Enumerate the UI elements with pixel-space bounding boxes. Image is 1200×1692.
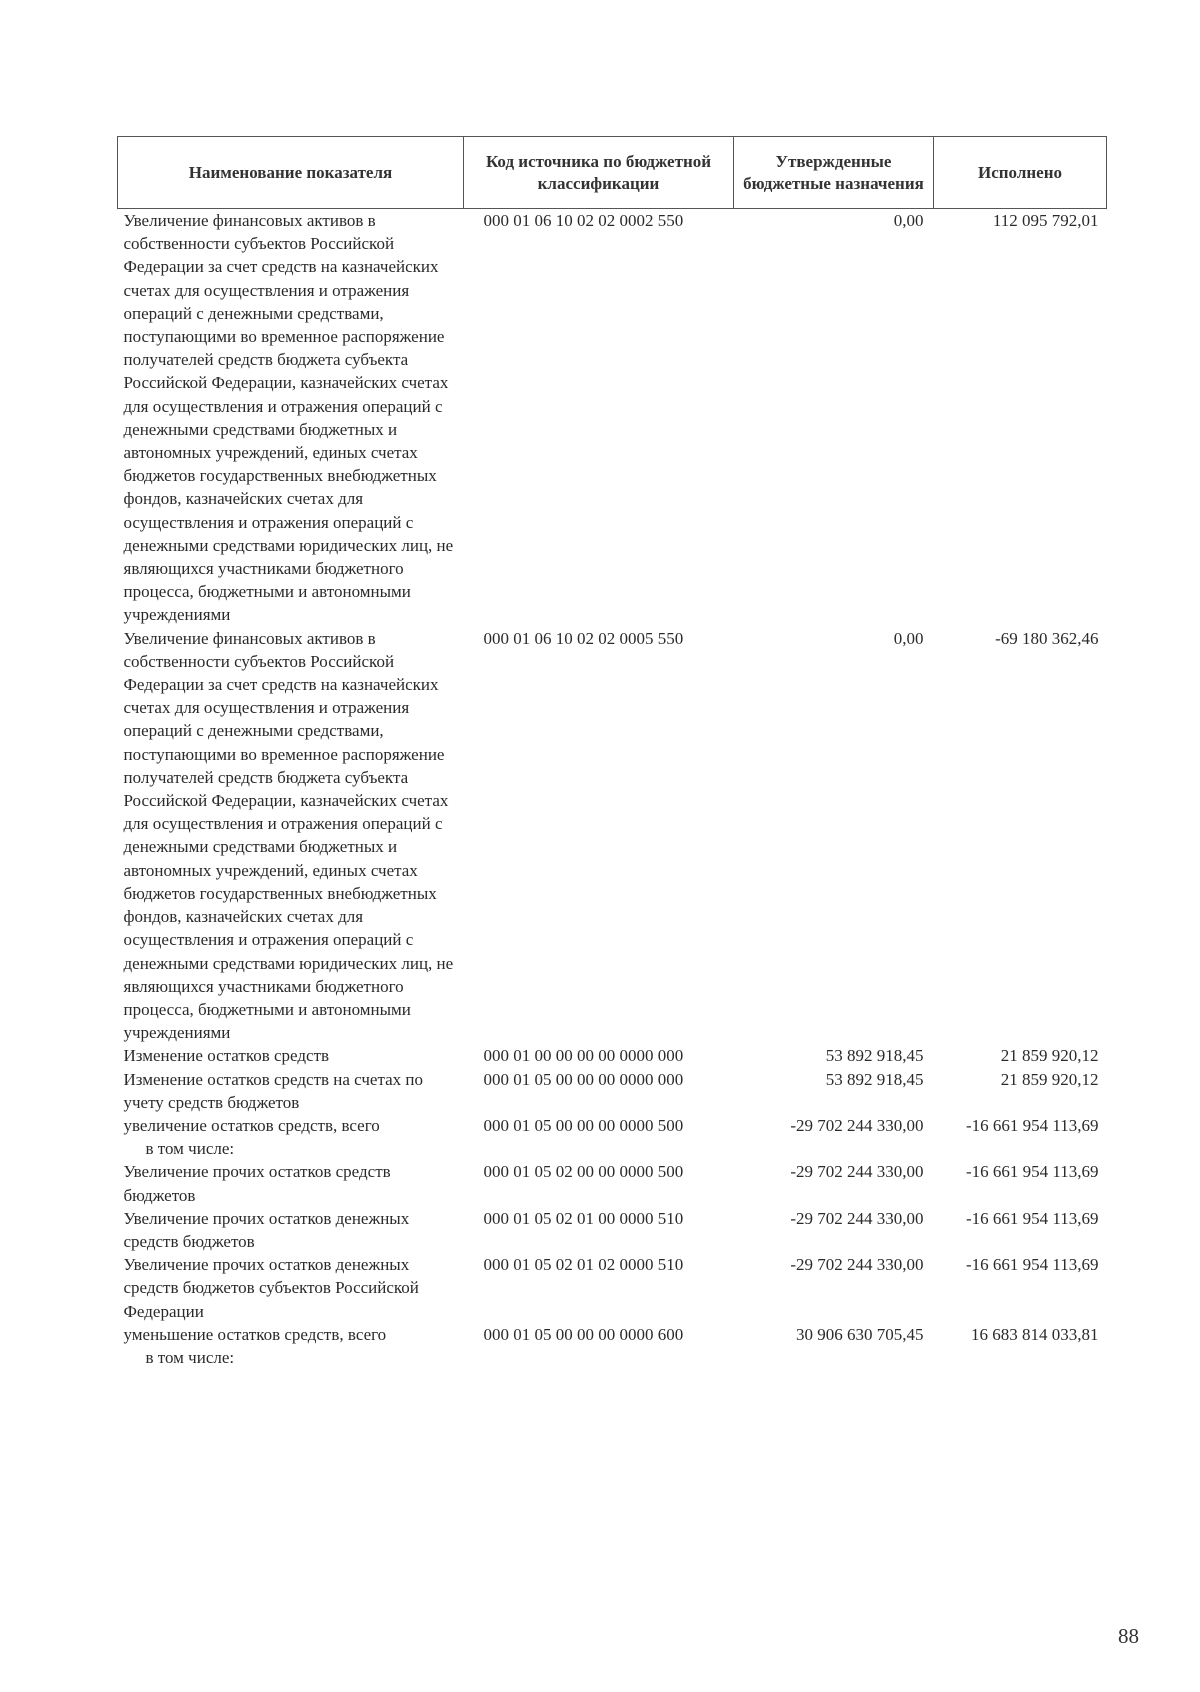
row-executed: 21 859 920,12 xyxy=(1000,1069,1099,1089)
table-row xyxy=(118,1114,1107,1160)
row-name: Увеличение прочих остатков денежных средств бюджетов xyxy=(123,1208,410,1251)
row-name-cell xyxy=(118,1160,464,1206)
row-name: Увеличение финансовых активов в собственности субъектов Российской Федерации за счет средств на казначейских счетах для осуществления и отражения операций с денежными средствами, поступающими во временное распоряжение получателей средств бюджета субъекта Российской Федерации, казначейских счетах для осуществления и отражения операций с денежными средствами бюджетных и автономных учреждений, единых счетах бюджетов государственных внебюджетных фондов, казначейских счетах для осуществления и отражения операций с денежными средствами юридических лиц, не являющихся участниками бюджетного процесса, бюджетными и автономными учреждениями xyxy=(123,628,454,1043)
row-code: 000 01 06 10 02 02 0002 550 xyxy=(483,211,684,230)
row-executed: -69 180 362,46 xyxy=(995,628,1099,648)
row-name-cell xyxy=(118,627,464,1045)
row-executed: 112 095 792,01 xyxy=(992,211,1099,230)
row-executed: -16 661 954 113,69 xyxy=(965,1255,1099,1275)
row-plan: 53 892 918,45 xyxy=(825,1069,924,1089)
header-plan: Утвержденные бюджетные назначения xyxy=(734,137,934,209)
row-code: 000 01 05 00 00 00 0000 000 xyxy=(483,1069,684,1089)
row-code: 000 01 00 00 00 00 0000 000 xyxy=(483,1046,684,1066)
row-code: 000 01 06 10 02 02 0005 550 xyxy=(483,628,684,648)
row-plan: -29 702 244 330,00 xyxy=(790,1255,924,1275)
row-name-cell xyxy=(118,1068,464,1114)
row-name-cell xyxy=(118,1253,464,1323)
table-row xyxy=(118,1207,1107,1253)
table-row xyxy=(118,1044,1107,1067)
table-body xyxy=(118,209,1107,1370)
row-plan: -29 702 244 330,00 xyxy=(790,1208,924,1228)
table-row xyxy=(118,1253,1107,1323)
header-code: Код источника по бюджетной классификации xyxy=(464,137,734,209)
header-name: Наименование показателя xyxy=(118,137,464,209)
table-row xyxy=(118,627,1107,1045)
page-number: 88 xyxy=(1118,1624,1139,1648)
row-code: 000 01 05 02 01 00 0000 510 xyxy=(483,1208,684,1228)
row-executed: 21 859 920,12 xyxy=(1000,1046,1099,1066)
row-name-cell xyxy=(118,209,464,627)
header-executed: Исполнено xyxy=(934,137,1107,209)
row-plan: 30 906 630 705,45 xyxy=(796,1324,924,1344)
row-name: увеличение остатков средств, всего xyxy=(123,1115,380,1135)
row-subnote: в том числе: xyxy=(145,1139,235,1159)
row-code: 000 01 05 02 01 02 0000 510 xyxy=(483,1255,684,1275)
row-executed: -16 661 954 113,69 xyxy=(965,1208,1099,1228)
row-plan: 0,00 xyxy=(893,211,924,230)
row-name-cell xyxy=(118,1044,464,1067)
row-subnote: в том числе: xyxy=(145,1347,235,1367)
row-name: Увеличение прочих остатков средств бюджетов xyxy=(123,1162,391,1205)
row-name-cell xyxy=(118,1207,464,1253)
row-code: 000 01 05 02 00 00 0000 500 xyxy=(483,1162,684,1182)
budget-sources-table xyxy=(117,136,1107,1369)
row-executed: -16 661 954 113,69 xyxy=(965,1162,1099,1182)
table-row xyxy=(118,1323,1107,1369)
row-plan: -29 702 244 330,00 xyxy=(790,1115,924,1135)
table-row xyxy=(118,1160,1107,1206)
table-header xyxy=(118,137,1107,209)
table-row xyxy=(118,1068,1107,1114)
row-plan: 53 892 918,45 xyxy=(825,1046,924,1066)
row-name-cell xyxy=(118,1323,464,1369)
row-name-cell xyxy=(118,1114,464,1160)
row-name: Увеличение финансовых активов в собственности субъектов Российской Федерации за счет средств на казначейских счетах для осуществления и отражения операций с денежными средствами, поступающими во временное распоряжение получателей средств бюджета субъекта Российской Федерации, казначейских счетах для осуществления и отражения операций с денежными средствами бюджетных и автономных учреждений, единых счетах бюджетов государственных внебюджетных фондов, казначейских счетах для осуществления и отражения операций с денежными средствами юридических лиц, не являющихся участниками бюджетного процесса, бюджетными и автономными учреждениями xyxy=(123,211,454,625)
row-name: Увеличение прочих остатков денежных средств бюджетов субъектов Российской Федерации xyxy=(123,1255,419,1321)
row-executed: -16 661 954 113,69 xyxy=(965,1115,1099,1135)
row-name: Изменение остатков средств xyxy=(123,1046,330,1066)
row-name: Изменение остатков средств на счетах по учету средств бюджетов xyxy=(123,1069,423,1112)
row-plan: -29 702 244 330,00 xyxy=(790,1162,924,1182)
row-executed: 16 683 814 033,81 xyxy=(971,1324,1099,1344)
row-name: уменьшение остатков средств, всего xyxy=(123,1324,387,1344)
row-code: 000 01 05 00 00 00 0000 500 xyxy=(483,1115,684,1135)
row-code: 000 01 05 00 00 00 0000 600 xyxy=(483,1324,684,1344)
table-row xyxy=(118,209,1107,627)
row-plan: 0,00 xyxy=(893,628,924,648)
